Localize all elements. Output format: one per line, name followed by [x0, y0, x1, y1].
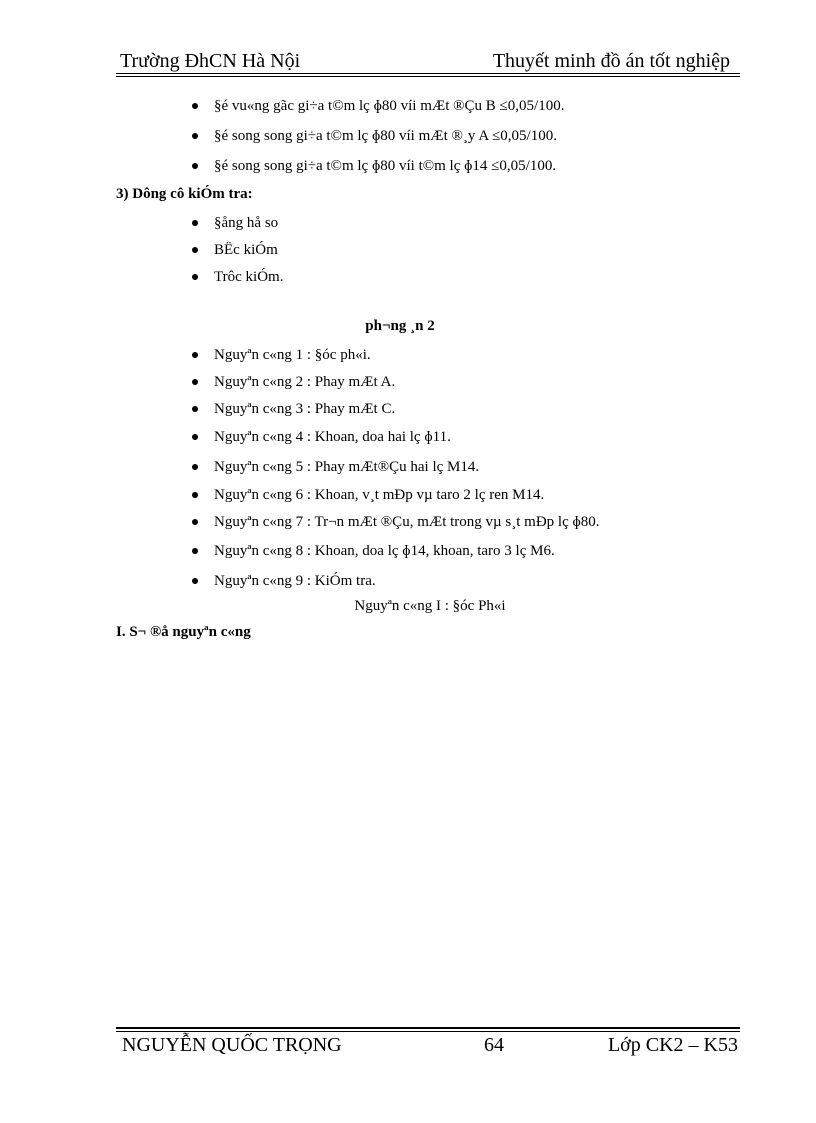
- operation-one-title: Nguyªn c«ng I : §óc Ph«i: [354, 598, 506, 614]
- bullet-icon: [192, 352, 198, 358]
- requirement-item: §é song song gi÷a t©m lç ɸ80 víi t©m lç ɸ14 ≤0,05/100.: [214, 158, 557, 174]
- operation-item: Nguyªn c«ng 5 : Phay mÆt®Çu hai lç M14.: [214, 459, 480, 475]
- bullet-icon: [192, 492, 198, 498]
- bullet-icon: [192, 103, 198, 109]
- operation-item: Nguyªn c«ng 1 : §óc ph«i.: [214, 347, 371, 363]
- bullet-icon: [192, 133, 198, 139]
- tool-item: Trôc kiÓm.: [214, 269, 284, 285]
- page-header: [116, 46, 740, 74]
- operation-item: Nguyªn c«ng 2 : Phay mÆt A.: [214, 374, 396, 390]
- requirement-item: §é vu«ng gãc gi÷a t©m lç ɸ80 víi mÆt ®Çu B ≤0,05/100.: [214, 98, 565, 114]
- bullet-icon: [192, 379, 198, 385]
- operation-item: Nguyªn c«ng 4 : Khoan, doa hai lç ɸ11.: [214, 429, 451, 445]
- bullet-icon: [192, 578, 198, 584]
- bullet-icon: [192, 163, 198, 169]
- operation-item: Nguyªn c«ng 3 : Phay mÆt C.: [214, 401, 396, 417]
- tools-heading: 3) Dông cô kiÓm tra:: [116, 186, 253, 202]
- bullet-icon: [192, 274, 198, 280]
- section-title: I. S¬ ®å nguyªn c«ng: [116, 624, 251, 640]
- plan-heading: ph¬ng ¸n 2: [365, 318, 435, 334]
- requirement-item: §é song song gi÷a t©m lç ɸ80 víi mÆt ®¸y A ≤0,05/100.: [214, 128, 557, 144]
- tool-item: BËc kiÓm: [214, 242, 278, 258]
- operation-item: Nguyªn c«ng 8 : Khoan, doa lç ɸ14, khoan, taro 3 lç M6.: [214, 543, 555, 559]
- header-rule: [116, 73, 740, 74]
- bullet-icon: [192, 548, 198, 554]
- bullet-icon: [192, 519, 198, 525]
- operation-item: Nguyªn c«ng 9 : KiÓm tra.: [214, 573, 376, 589]
- bullet-icon: [192, 464, 198, 470]
- operation-item: Nguyªn c«ng 6 : Khoan, v¸t mÐp vµ taro 2 lç ren M14.: [214, 487, 545, 503]
- footer-class-label: Lớp CK2 – K53: [607, 1034, 738, 1056]
- bullet-icon: [192, 406, 198, 412]
- bullet-icon: [192, 220, 198, 226]
- bullet-icon: [192, 434, 198, 440]
- header-rule-thin: [116, 76, 740, 77]
- header-document-title: Thuyết minh đồ án tốt nghiệp: [492, 50, 730, 72]
- operation-item: Nguyªn c«ng 7 : Tr¬n mÆt ®Çu, mÆt trong vµ s¸t mÐp lç ɸ80.: [214, 514, 600, 530]
- footer-rule-thin: [116, 1031, 740, 1032]
- footer-page-number: 64: [484, 1034, 504, 1056]
- footer-author: NGUYỄN QUỐC TRỌNG: [122, 1034, 342, 1056]
- bullet-icon: [192, 247, 198, 253]
- tool-item: §ång hå so: [214, 215, 279, 231]
- header-school: Trường ĐhCN Hà Nội: [120, 50, 301, 72]
- footer-rule: [116, 1027, 740, 1029]
